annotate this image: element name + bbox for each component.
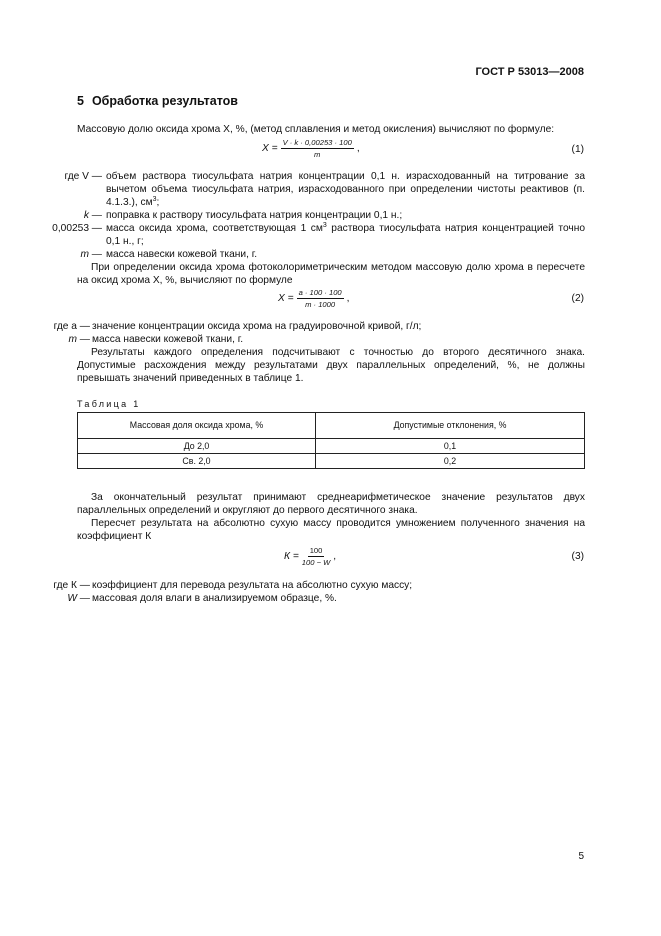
formula-1-numerator: V · k · 0,00253 · 100 [282,138,352,147]
formula-3-tail: , [333,551,337,562]
formula-2-numerator: a · 100 · 100 [298,288,342,297]
formula-1-denominator: m [314,150,321,159]
formula-3-number: (3) [571,551,584,562]
definition-text: масса навески кожевой ткани, г. [92,334,244,345]
table-cell: 0,1 [316,439,585,454]
paragraph-formula-2-intro: При определении оксида хрома фотоколориметрическим методом массовую долю хрома в пересчете на оксид хрома X, %, вычисляют по формуле [77,262,585,286]
definition-term: m — [68,334,90,345]
formula-3-numerator: 100 [309,546,323,555]
definition-term: 0,00253 — [52,223,102,234]
formula-3 [284,546,336,567]
document-code: ГОСТ Р 53013—2008 [475,66,584,78]
definition-text: коэффициент для перевода результата на абсолютно сухую массу; [92,580,413,591]
formula-2-denominator: m · 1000 [305,300,336,309]
paragraph-dry-mass: Пересчет результата на абсолютно сухую массу проводится умножением полученного значения на коэффициент К [77,518,585,542]
tolerance-table [77,412,585,469]
formula-1 [262,138,360,159]
table-cell: До 2,0 [78,439,316,454]
definition-text: объем раствора тиосульфата натрия концентрации 0,1 н. израсходованный на титрование за вычетом объема тиосульфата натрия, израсходованного при определении чистоты реактивов (п. 4.1.3.), $см^3$; [106,171,585,208]
table-row [78,454,585,469]
table-cell: Св. 2,0 [78,454,316,469]
definition-text: масса навески кожевой ткани, г. [106,249,258,260]
definition-term: m — [80,249,102,260]
table-row [78,439,585,454]
paragraph-final-result: За окончательный результат принимают среднеарифметическое значение результатов двух параллельных определений и округляют до первого десятичного знака. [77,492,585,516]
formula-3-lhs: К = [284,551,299,562]
formula-3-fraction [302,546,331,567]
table-cell: 0,2 [316,454,585,469]
section-title-text: Обработка результатов [91,94,238,108]
formula-1-tail: , [356,143,360,154]
definition-term: где V — [64,171,102,182]
formula-2-fraction [297,288,344,309]
paragraph-formula-1-intro: Массовую долю оксида хрома X, %, (метод сплавления и метод окисления) вычисляют по формуле: [77,124,555,135]
paragraph-tolerance: Результаты каждого определения подсчитывают с точностью до второго десятичного знака. Допустимые расхождения между результатами двух параллельных определений, %, не должны превышать значений приведенных в таблице 1. [77,347,585,384]
formula-2 [278,288,349,309]
section-number: 5 [77,94,84,108]
table-header-cell: Допустимые отклонения, % [316,413,585,439]
formula-1-fraction [281,138,354,159]
definition-term: k — [83,210,102,221]
definition-text: массовая доля влаги в анализируемом образце, %. [92,593,337,604]
table-header-cell: Массовая доля оксида хрома, % [78,413,316,439]
definition-text: значение концентрации оксида хрома на градуировочной кривой, г/л; [92,321,422,332]
definition-term: где К — [53,580,90,591]
definition-text: масса оксида хрома, соответствующая 1 $см^3$ раствора тиосульфата натрия концентрацией точно 0,1 н., г; [106,222,585,247]
formula-3-denominator: 100 − W [301,558,331,567]
formula-1-lhs: X = [262,143,278,154]
formula-1-number: (1) [571,144,584,155]
table-caption: Таблица 1 [77,399,141,409]
formula-2-tail: , [346,293,350,304]
table-header-row [78,413,585,439]
formula-2-lhs: X = [278,293,294,304]
definition-term: где a — [53,321,90,332]
section-heading [77,95,238,108]
definition-term: W — [67,593,90,604]
definition-text: поправка к раствору тиосульфата натрия концентрации 0,1 н.; [106,210,403,221]
formula-2-number: (2) [571,293,584,304]
page-number: 5 [578,851,584,862]
